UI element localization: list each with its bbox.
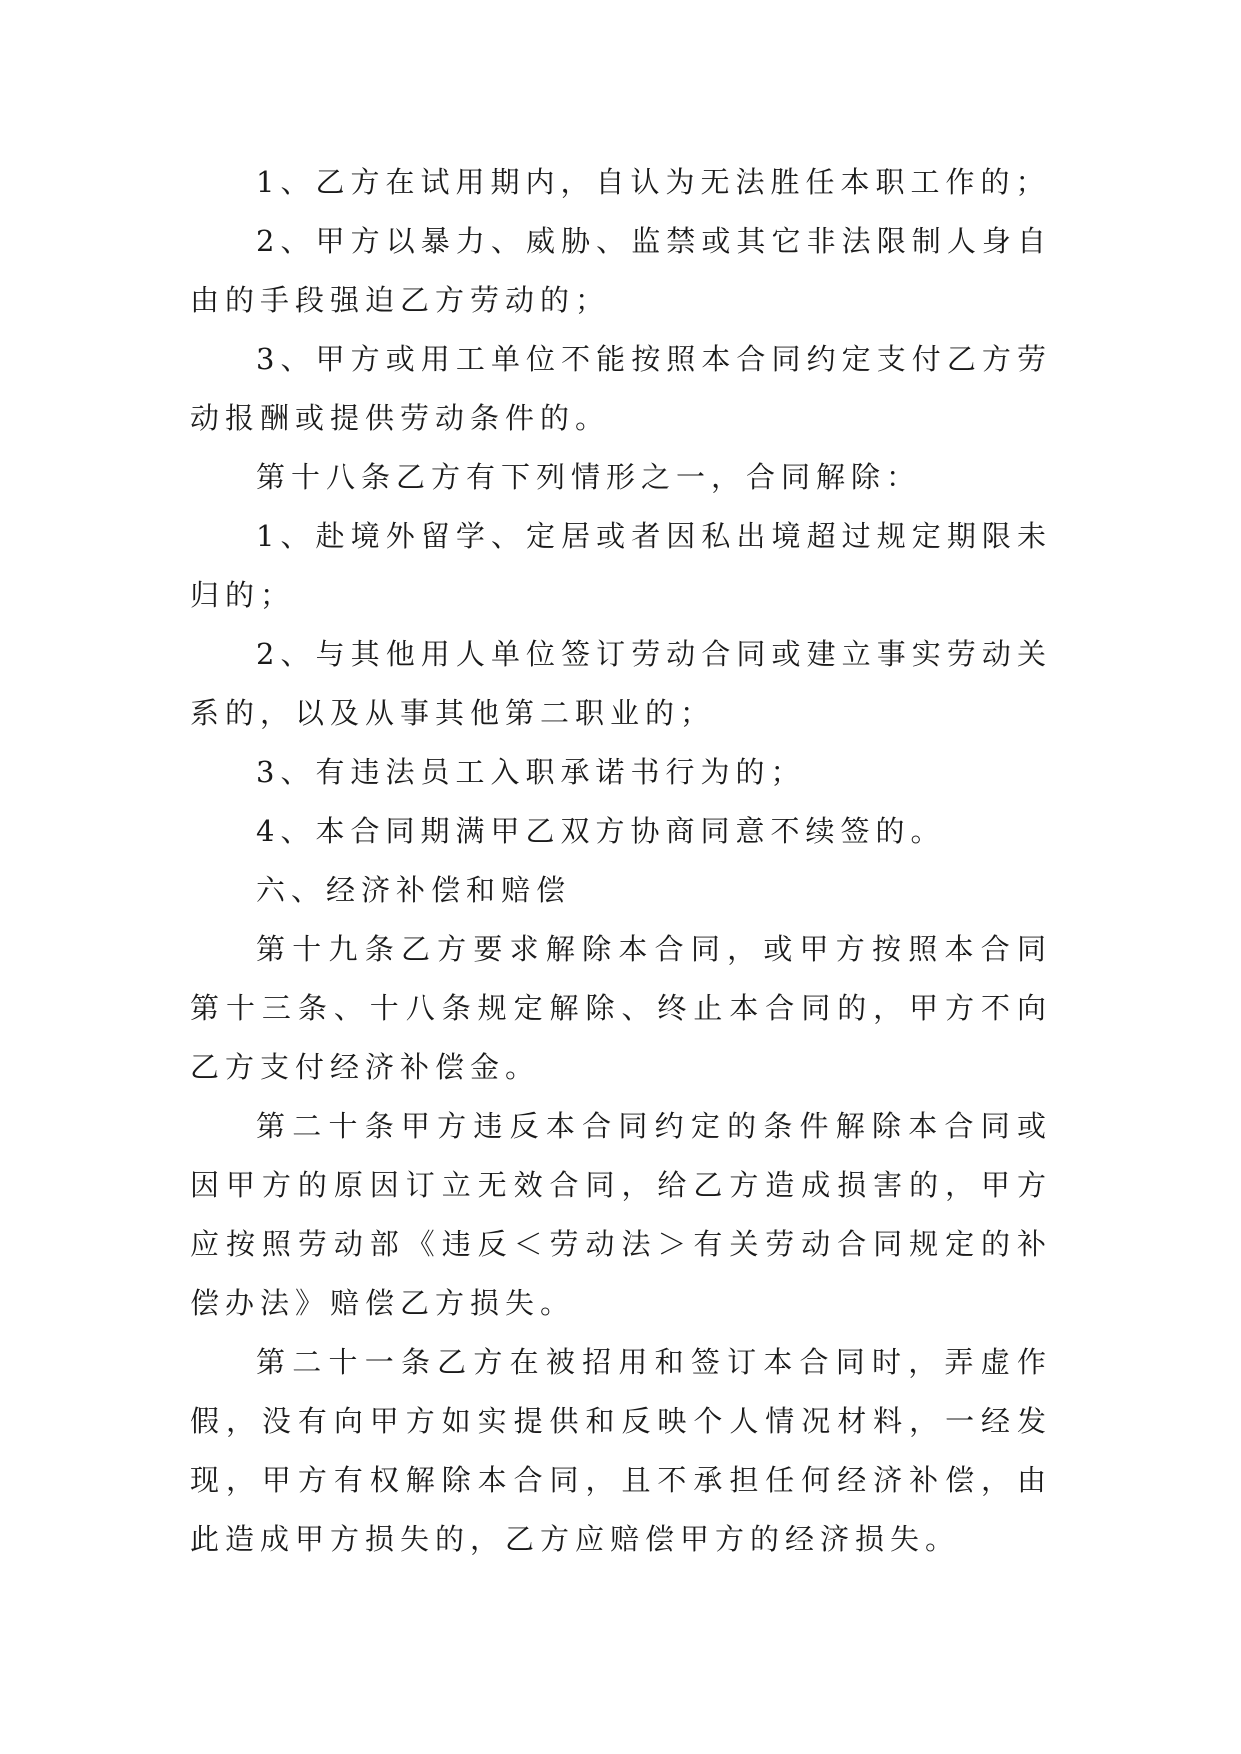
article-18-item-4: 4、本合同期满甲乙双方协商同意不续签的。 xyxy=(256,814,946,848)
clause-item-3: 3、甲方或用工单位不能按照本合同约定支付乙方劳动报酬或提供劳动条件的。 xyxy=(190,342,1052,435)
article-20: 第二十条甲方违反本合同约定的条件解除本合同或因甲方的原因订立无效合同，给乙方造成损害的，甲方应按照劳动部《违反＜劳动法＞有关劳动合同规定的补偿办法》赔偿乙方损失。 xyxy=(190,1109,1052,1320)
clause-item-1: 1、乙方在试用期内，自认为无法胜任本职工作的； xyxy=(256,165,1051,199)
article-18-item-1: 1、赴境外留学、定居或者因私出境超过规定期限未归的； xyxy=(190,519,1052,612)
section-heading-compensation: 六、经济补偿和赔偿 xyxy=(256,873,572,907)
article-19: 第十九条乙方要求解除本合同，或甲方按照本合同第十三条、十八条规定解除、终止本合同的，甲方不向乙方支付经济补偿金。 xyxy=(190,932,1052,1084)
article-18-item-3: 3、有违法员工入职承诺书行为的； xyxy=(256,755,806,789)
document-page xyxy=(190,153,1052,1569)
article-18-item-2: 2、与其他用人单位签订劳动合同或建立事实劳动关系的，以及从事其他第二职业的； xyxy=(190,637,1052,730)
article-18-heading: 第十八条乙方有下列情形之一，合同解除： xyxy=(256,460,922,494)
clause-item-2: 2、甲方以暴力、威胁、监禁或其它非法限制人身自由的手段强迫乙方劳动的； xyxy=(190,224,1052,317)
article-21: 第二十一条乙方在被招用和签订本合同时，弄虚作假，没有向甲方如实提供和反映个人情况材料，一经发现，甲方有权解除本合同，且不承担任何经济补偿，由此造成甲方损失的，乙方应赔偿甲方的经济损失。 xyxy=(190,1345,1052,1556)
